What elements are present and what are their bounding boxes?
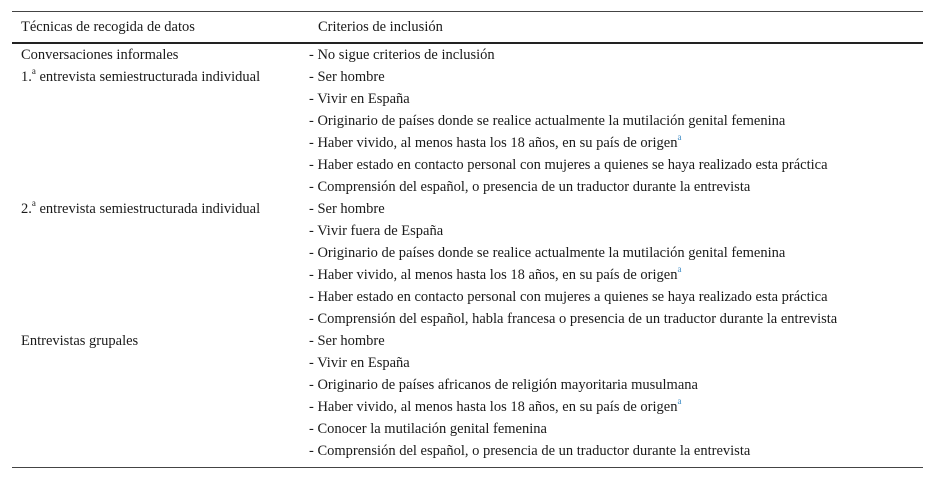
- technique-cell: [12, 66, 309, 198]
- ordinal-superscript: a: [31, 198, 36, 209]
- technique-label: 1.$^a$ entrevista semiestructurada individual: [21, 66, 261, 85]
- footnote-link[interactable]: a: [677, 396, 682, 407]
- technique-cell: [12, 198, 309, 330]
- criteria-cell: [309, 330, 923, 462]
- ordinal-superscript: a: [31, 66, 36, 77]
- table-row: [12, 330, 923, 462]
- criterion-item: - Originario de países donde se realice actualmente la mutilación genital femenina: [309, 245, 786, 261]
- table-body: [12, 44, 923, 462]
- table-row: [12, 66, 923, 198]
- header-criteria: Criterios de inclusión: [318, 19, 443, 35]
- technique-label: 2.$^a$ entrevista semiestructurada individual: [21, 198, 261, 217]
- criterion-item: - Ser hombre: [309, 201, 385, 217]
- criteria-cell: [309, 44, 923, 66]
- criterion-item: - Vivir en España: [309, 355, 410, 371]
- table-row: [12, 198, 923, 330]
- header-techniques: Técnicas de recogida de datos: [21, 19, 195, 35]
- criterion-item: - Vivir fuera de España: [309, 223, 444, 239]
- table-top-rule: [12, 11, 923, 12]
- criterion-item: - Vivir en España: [309, 91, 410, 107]
- technique-cell: [12, 330, 309, 462]
- criterion-item: - Haber estado en contacto personal con mujeres a quienes se haya realizado esta práctica: [309, 157, 828, 173]
- criterion-item: - Originario de países donde se realice actualmente la mutilación genital femenina: [309, 113, 786, 129]
- criterion-item: - Comprensión del español, o presencia de un traductor durante la entrevista: [309, 443, 751, 459]
- criterion-item: - Comprensión del español, habla francesa o presencia de un traductor durante la entrevista: [309, 311, 838, 327]
- criterion-item: - Haber estado en contacto personal con mujeres a quienes se haya realizado esta práctica: [309, 289, 828, 305]
- criterion-item: - Comprensión del español, o presencia de un traductor durante la entrevista: [309, 179, 751, 195]
- criterion-item: - Haber vivido, al menos hasta los 18 años, en su país de origen$^a$: [309, 396, 682, 415]
- criterion-item: - Ser hombre: [309, 333, 385, 349]
- table-bottom-rule: [12, 467, 923, 468]
- criteria-cell: [309, 66, 923, 198]
- criterion-item: - Conocer la mutilación genital femenina: [309, 421, 547, 437]
- criterion-item: - No sigue criterios de inclusión: [309, 47, 495, 63]
- criteria-cell: [309, 198, 923, 330]
- footnote-link[interactable]: a: [677, 132, 682, 143]
- technique-label: Conversaciones informales: [21, 47, 179, 63]
- criterion-item: - Haber vivido, al menos hasta los 18 años, en su país de origen$^a$: [309, 264, 682, 283]
- criterion-item: - Haber vivido, al menos hasta los 18 años, en su país de origen$^a$: [309, 132, 682, 151]
- criterion-item: - Originario de países africanos de religión mayoritaria musulmana: [309, 377, 698, 393]
- technique-cell: [12, 44, 309, 66]
- footnote-link[interactable]: a: [677, 264, 682, 275]
- technique-label: Entrevistas grupales: [21, 333, 139, 349]
- criterion-item: - Ser hombre: [309, 69, 385, 85]
- table-row: [12, 44, 923, 66]
